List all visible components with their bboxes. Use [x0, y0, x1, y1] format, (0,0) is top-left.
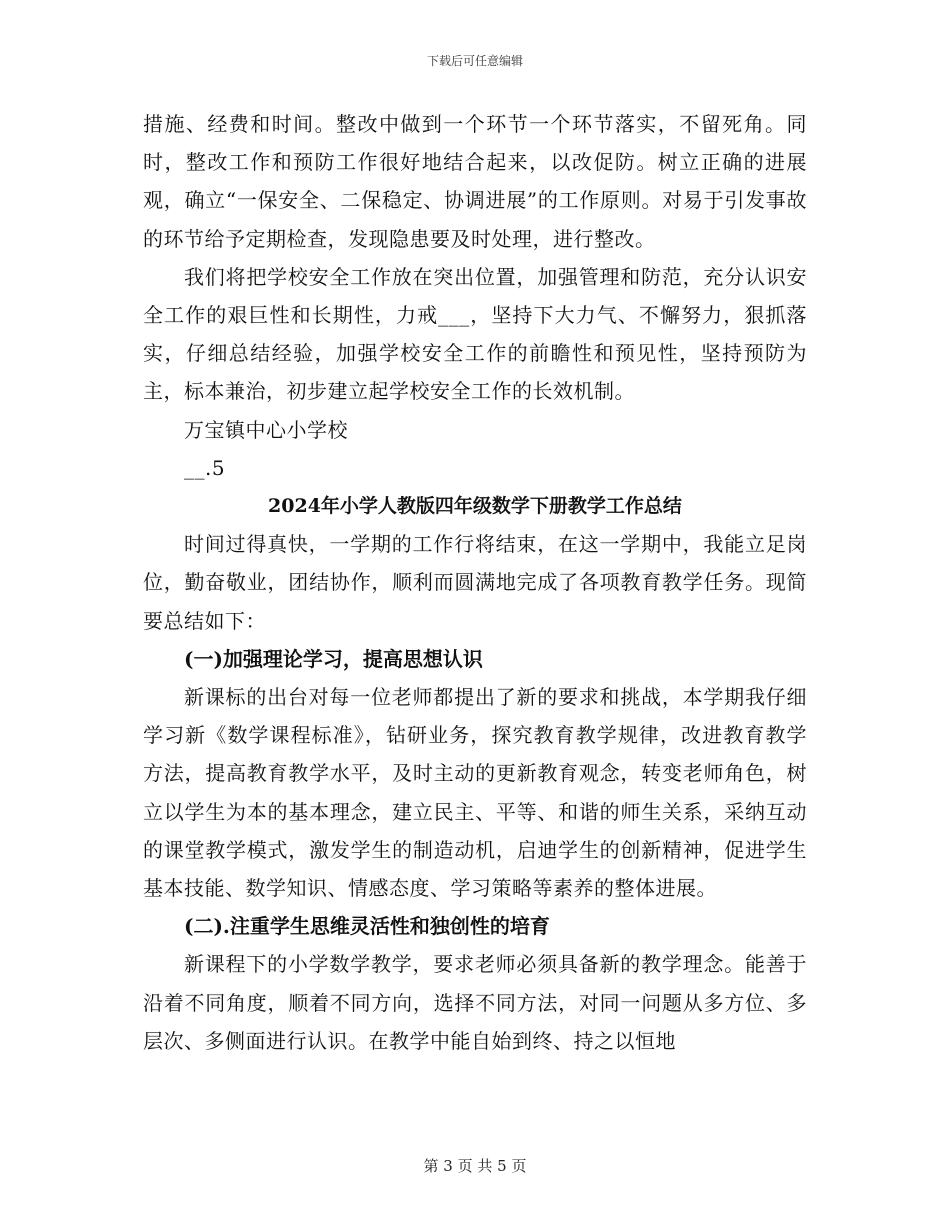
paragraph-theory-study: 新课标的出台对每一位老师都提出了新的要求和挑战，本学期我仔细学习新《数学课程标准》，钻研业务，探究教育教学规律，改进教育教学方法，提高教育教学水平，及时主动的更新教育观念，转变老师角色，树立以学生为本的基本理念，建立民主、平等、和谐的师生关系，采纳互动的课堂教学模式，激发学生的制造动机，启迪学生的创新精神，促进学生基本技能、数学知识、情感态度、学习策略等素养的整体进展。: [143, 685, 807, 901]
signature-date: __.5: [184, 455, 226, 480]
document-title: 2024年小学人教版四年级数学下册教学工作总结: [268, 495, 682, 518]
paragraph-continued: 措施、经费和时间。整改中做到一个环节一个环节落实，不留死角。同时，整改工作和预防工作很好地结合起来，以改促防。树立正确的进展观，确立“一保安全、二保稳定、协调进展”的工作原则。对易于引发事故的环节给予定期检查，发现隐患要及时处理，进行整改。: [143, 112, 807, 251]
paragraph-intro: 时间过得真快，一学期的工作行将结束，在这一学期中，我能立足岗位，勤奋敬业，团结协作，顺利而圆满地完成了各项教育教学任务。现简要总结如下：: [143, 532, 807, 633]
document-body: [143, 105, 807, 1060]
section-heading-1: (一)加强理论学习，提高思想认识: [184, 646, 483, 671]
page-header: 下载后可任意编辑: [426, 54, 523, 68]
paragraph-thinking-flexibility: 新课程下的小学数学教学，要求老师必须具备新的教学理念。能善于沿着不同角度，顺着不同方向，选择不同方法，对同一问题从多方位、多层次、多侧面进行认识。在教学中能自始到终、持之以恒地: [143, 952, 807, 1053]
signature-school: 万宝镇中心小学校: [184, 417, 348, 442]
paragraph-safety-commitment: 我们将把学校安全工作放在突出位置，加强管理和防范，充分认识安全工作的艰巨性和长期性，力戒___，坚持下大力气、不懈努力，狠抓落实，仔细总结经验，加强学校安全工作的前瞻性和预见性，坚持预防为主，标本兼治，初步建立起学校安全工作的长效机制。: [143, 264, 807, 404]
section-heading-2: (二).注重学生思维灵活性和独创性的培育: [184, 914, 550, 939]
page-footer: 第 3 页 共 5 页: [423, 1157, 527, 1175]
